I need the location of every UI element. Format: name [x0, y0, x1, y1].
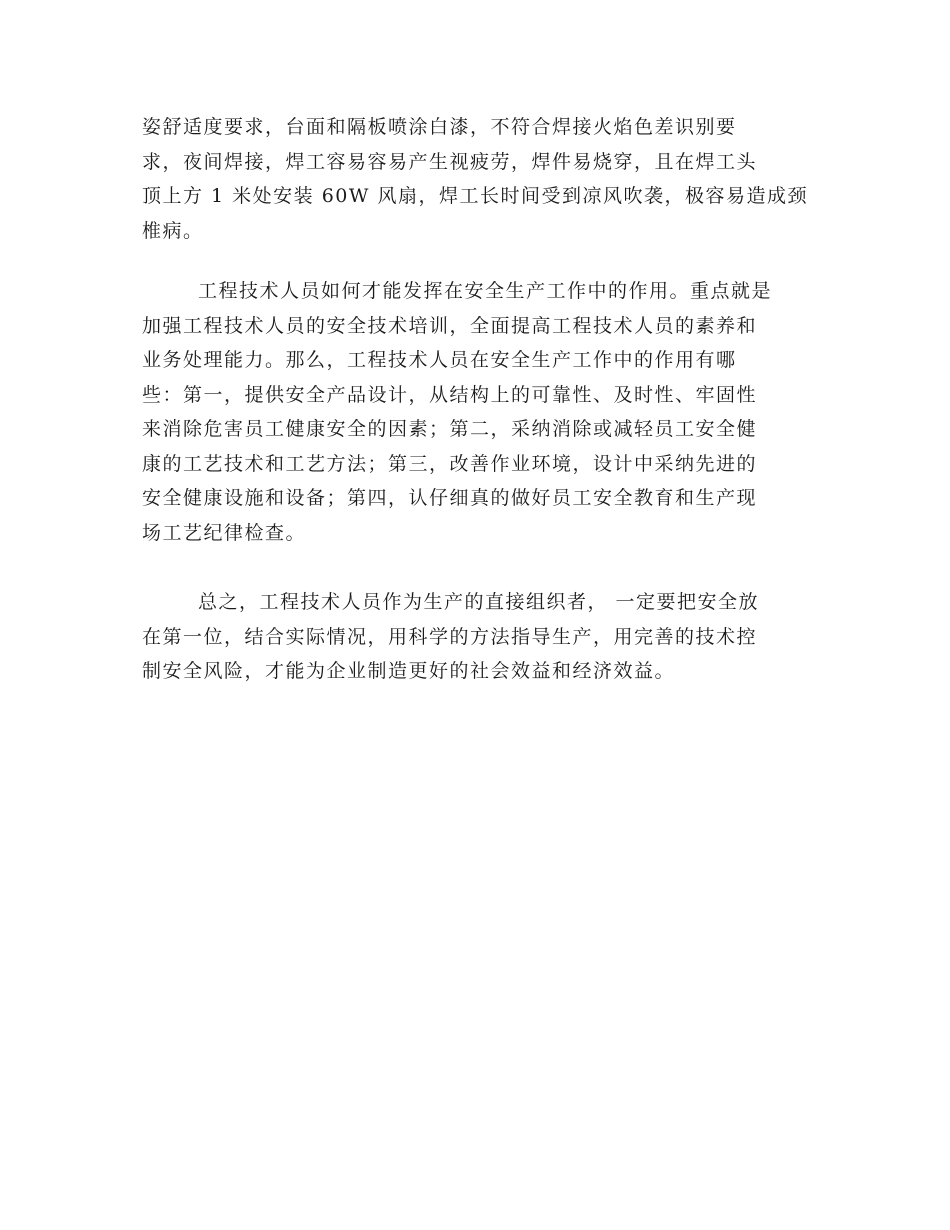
paragraph-3	[142, 585, 814, 689]
paragraph-line: 姿舒适度要求，台面和隔板喷涂白漆，不符合焊接火焰色差识别要	[142, 116, 737, 138]
paragraph-line: 椎病。	[142, 219, 204, 242]
paragraph-line: 加强工程技术人员的安全技术培训，全面提高工程技术人员的素养和	[142, 314, 758, 337]
paragraph-line: 来消除危害员工健康安全的因素；第二，采纳消除或减轻员工安全健	[142, 418, 758, 440]
paragraph-line: 总之，工程技术人员作为生产的直接组织者， 一定要把安全放	[198, 591, 760, 613]
paragraph-line: 制安全风险，才能为企业制造更好的社会效益和经济效益。	[142, 660, 676, 682]
paragraph-line: 场工艺纪律检查。	[142, 521, 307, 544]
paragraph-line: 安全健康设施和设备；第四，认仔细真的做好员工安全教育和生产现	[142, 487, 758, 509]
paragraph-line: 些：第一，提供安全产品设计，从结构上的可靠性、及时性、牢固性	[142, 383, 758, 406]
paragraph-line: 工程技术人员如何才能发挥在安全生产工作中的作用。重点就是	[198, 280, 773, 302]
paragraph-line: 业务处理能力。那么，工程技术人员在安全生产工作中的作用有哪	[142, 349, 737, 371]
paragraph-2	[142, 274, 814, 550]
paragraph-line: 顶上方 1 米处安装 60W 风扇，焊工长时间受到凉风吹袭，极容易造成颈	[142, 185, 808, 207]
paragraph-line: 在第一位，结合实际情况，用科学的方法指导生产，用完善的技术控	[142, 625, 758, 648]
paragraph-line: 康的工艺技术和工艺方法；第三，改善作业环境，设计中采纳先进的	[142, 452, 758, 475]
paragraph-1	[142, 110, 814, 248]
paragraph-line: 求，夜间焊接，焊工容易容易产生视疲劳，焊件易烧穿，且在焊工头	[142, 150, 758, 173]
